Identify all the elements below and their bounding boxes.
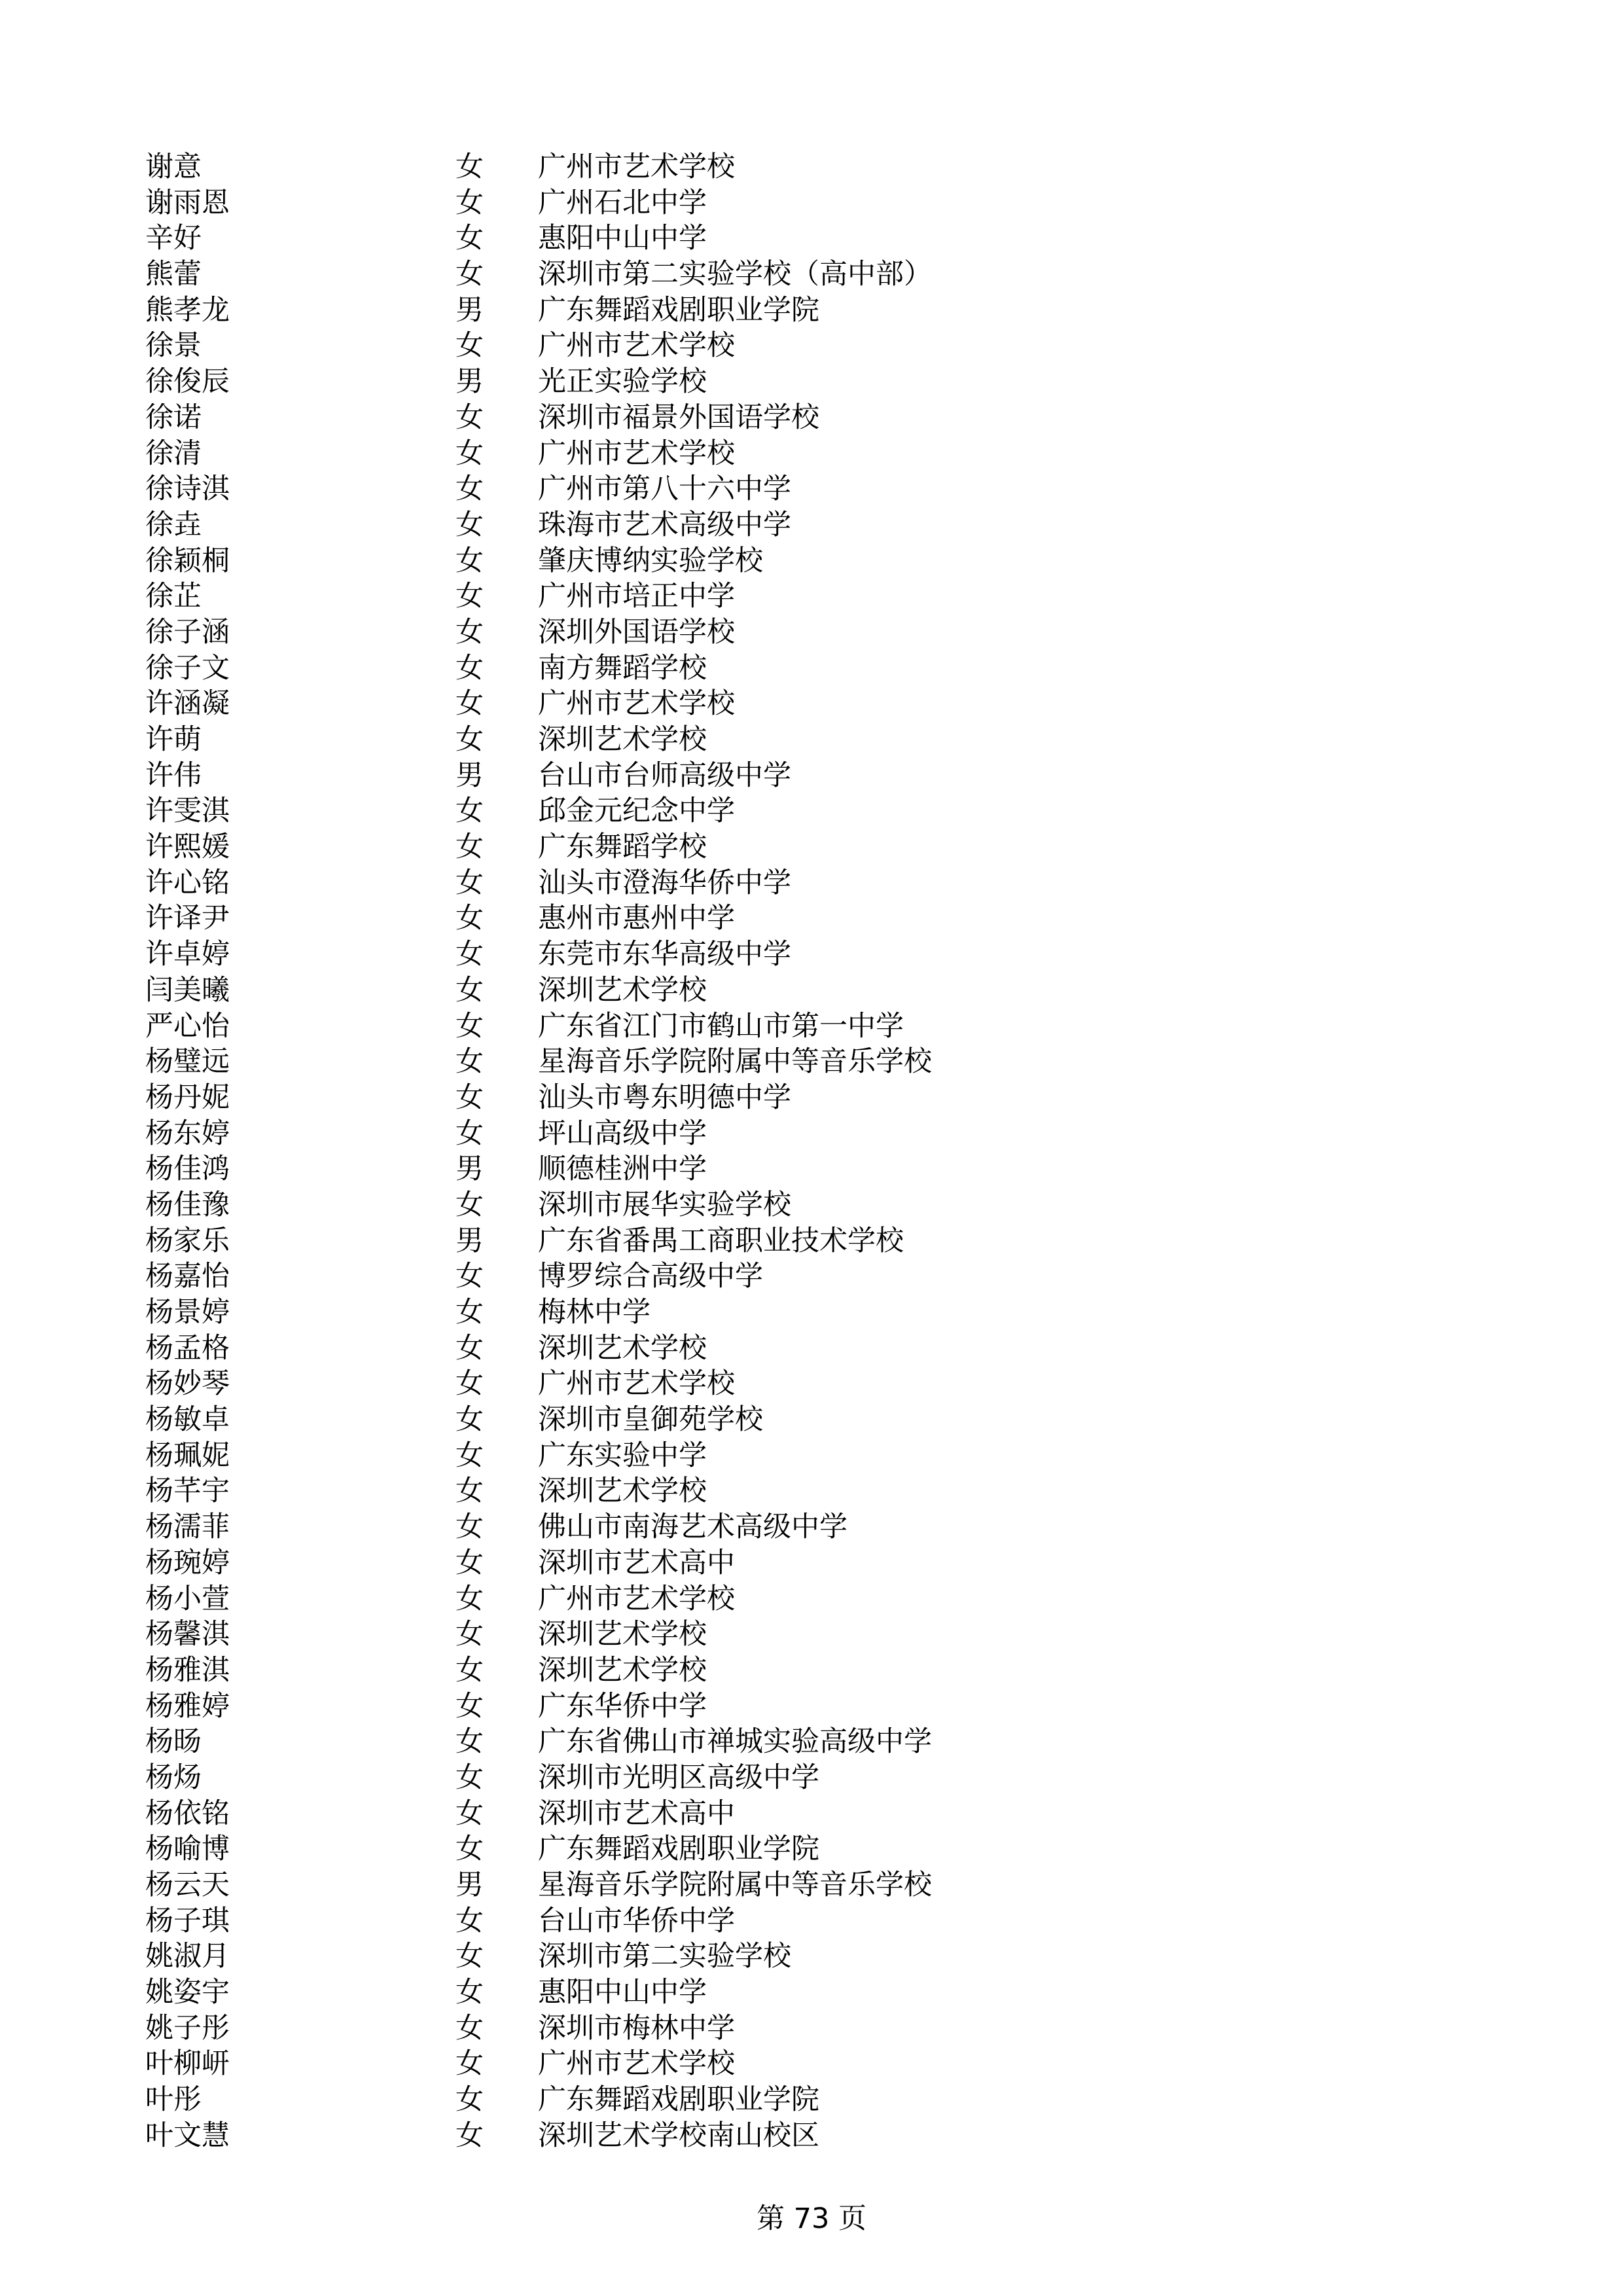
table-row [145, 1402, 1389, 1438]
gender-cell: 女 [455, 1367, 484, 1401]
school-cell: 深圳艺术学校 [538, 973, 707, 1007]
table-row [145, 937, 1389, 973]
school-cell: 广州市艺术学校 [538, 687, 735, 721]
name-cell: 杨佳鸿 [145, 1153, 230, 1186]
table-row [145, 1187, 1389, 1223]
name-cell: 熊孝龙 [145, 293, 230, 327]
school-cell: 南方舞蹈学校 [538, 651, 707, 685]
school-cell: 深圳市展华实验学校 [538, 1188, 791, 1221]
table-row [145, 1796, 1389, 1832]
name-cell: 辛好 [145, 222, 202, 255]
table-row [145, 686, 1389, 722]
school-cell: 广州市艺术学校 [538, 2047, 735, 2081]
table-row [145, 1509, 1389, 1545]
name-cell: 杨雅婷 [145, 1689, 230, 1723]
school-cell: 深圳市第二实验学校 [538, 1940, 791, 1973]
gender-cell: 女 [455, 2047, 484, 2081]
school-cell: 广东实验中学 [538, 1439, 707, 1472]
gender-cell: 男 [455, 1224, 484, 1257]
school-cell: 广东舞蹈学校 [538, 831, 707, 864]
name-cell: 许心铭 [145, 866, 230, 899]
table-row [145, 2046, 1389, 2082]
table-row [145, 1473, 1389, 1509]
gender-cell: 女 [455, 1546, 484, 1579]
table-row [145, 651, 1389, 687]
gender-cell: 女 [455, 258, 484, 291]
gender-cell: 女 [455, 1797, 484, 1830]
school-cell: 深圳市艺术高中 [538, 1546, 735, 1579]
name-cell: 姚淑月 [145, 1940, 230, 1973]
table-row [145, 293, 1389, 329]
name-cell: 徐俊辰 [145, 365, 230, 399]
gender-cell: 女 [455, 1045, 484, 1079]
name-cell: 杨子琪 [145, 1904, 230, 1937]
school-cell: 广州市艺术学校 [538, 437, 735, 470]
table-row [145, 2118, 1389, 2154]
table-row [145, 901, 1389, 937]
name-cell: 熊蕾 [145, 258, 202, 291]
school-cell: 汕头市澄海华侨中学 [538, 866, 791, 899]
gender-cell: 男 [455, 759, 484, 792]
school-cell: 汕头市粤东明德中学 [538, 1081, 791, 1114]
school-cell: 广东省江门市鹤山市第一中学 [538, 1009, 904, 1043]
name-cell: 谢意 [145, 151, 202, 183]
school-cell: 广州石北中学 [538, 186, 707, 219]
name-cell: 杨家乐 [145, 1224, 230, 1257]
gender-cell: 女 [455, 1081, 484, 1114]
table-row [145, 2011, 1389, 2047]
gender-cell: 女 [455, 329, 484, 363]
table-row [145, 471, 1389, 507]
name-cell: 徐芷 [145, 580, 202, 613]
name-cell: 谢雨恩 [145, 186, 230, 219]
name-cell: 徐垚 [145, 508, 202, 541]
school-cell: 广州市培正中学 [538, 580, 735, 613]
name-cell: 杨炀 [145, 1761, 202, 1794]
gender-cell: 女 [455, 651, 484, 685]
gender-cell: 女 [455, 508, 484, 541]
name-cell: 闫美曦 [145, 973, 230, 1007]
table-row [145, 865, 1389, 901]
roster-table [145, 149, 1389, 2154]
gender-cell: 女 [455, 866, 484, 899]
table-row [145, 436, 1389, 472]
gender-cell: 女 [455, 1331, 484, 1365]
school-cell: 广州市艺术学校 [538, 1367, 735, 1401]
page-number: 第 73 页 [756, 2202, 867, 2235]
school-cell: 广州市艺术学校 [538, 1582, 735, 1615]
name-cell: 杨嘉怡 [145, 1260, 230, 1293]
table-row [145, 185, 1389, 221]
gender-cell: 女 [455, 1475, 484, 1508]
school-cell: 深圳市梅林中学 [538, 2011, 735, 2045]
name-cell: 许萌 [145, 723, 202, 756]
school-cell: 博罗综合高级中学 [538, 1260, 763, 1293]
gender-cell: 女 [455, 2119, 484, 2152]
gender-cell: 女 [455, 1976, 484, 2009]
table-row [145, 793, 1389, 829]
table-row [145, 1545, 1389, 1581]
school-cell: 广州市第八十六中学 [538, 473, 791, 506]
gender-cell: 女 [455, 2083, 484, 2117]
name-cell: 许译尹 [145, 902, 230, 935]
gender-cell: 女 [455, 473, 484, 506]
gender-cell: 女 [455, 938, 484, 971]
name-cell: 杨雅淇 [145, 1653, 230, 1687]
name-cell: 叶柳岍 [145, 2047, 230, 2081]
gender-cell: 女 [455, 1689, 484, 1723]
school-cell: 肇庆博纳实验学校 [538, 544, 763, 577]
school-cell: 惠阳中山中学 [538, 1976, 707, 2009]
school-cell: 深圳外国语学校 [538, 615, 735, 649]
name-cell: 杨丹妮 [145, 1081, 230, 1114]
table-row [145, 400, 1389, 436]
name-cell: 许雯淇 [145, 795, 230, 828]
school-cell: 东莞市东华高级中学 [538, 938, 791, 971]
table-row [145, 1259, 1389, 1295]
table-row [145, 722, 1389, 758]
school-cell: 广东舞蹈戏剧职业学院 [538, 1833, 819, 1866]
name-cell: 徐子文 [145, 651, 230, 685]
school-cell: 深圳市光明区高级中学 [538, 1761, 819, 1794]
name-cell: 杨琬婷 [145, 1546, 230, 1579]
name-cell: 叶文慧 [145, 2119, 230, 2152]
gender-cell: 女 [455, 437, 484, 470]
name-cell: 徐诺 [145, 401, 202, 434]
gender-cell: 女 [455, 1618, 484, 1651]
table-row [145, 1223, 1389, 1259]
school-cell: 梅林中学 [538, 1296, 651, 1329]
gender-cell: 女 [455, 973, 484, 1007]
table-row [145, 973, 1389, 1009]
school-cell: 光正实验学校 [538, 365, 707, 399]
name-cell: 许卓婷 [145, 938, 230, 971]
table-row [145, 1939, 1389, 1975]
name-cell: 杨敏卓 [145, 1403, 230, 1437]
school-cell: 佛山市南海艺术高级中学 [538, 1511, 847, 1544]
name-cell: 许涵凝 [145, 687, 230, 721]
school-cell: 深圳艺术学校 [538, 1475, 707, 1508]
table-row [145, 1295, 1389, 1331]
name-cell: 许伟 [145, 759, 202, 792]
name-cell: 徐清 [145, 437, 202, 470]
gender-cell: 女 [455, 1940, 484, 1973]
table-row [145, 1151, 1389, 1187]
school-cell: 深圳艺术学校 [538, 723, 707, 756]
name-cell: 徐景 [145, 329, 202, 363]
table-row [145, 758, 1389, 794]
table-row [145, 1009, 1389, 1045]
school-cell: 广东舞蹈戏剧职业学院 [538, 293, 819, 327]
table-row [145, 543, 1389, 579]
table-row [145, 221, 1389, 257]
school-cell: 惠州市惠州中学 [538, 902, 735, 935]
gender-cell: 女 [455, 1511, 484, 1544]
table-row [145, 829, 1389, 865]
table-row [145, 1724, 1389, 1760]
gender-cell: 女 [455, 687, 484, 721]
name-cell: 徐颖桐 [145, 544, 230, 577]
gender-cell: 女 [455, 1653, 484, 1687]
table-row [145, 1689, 1389, 1725]
table-row [145, 1867, 1389, 1903]
name-cell: 杨妙琴 [145, 1367, 230, 1401]
name-cell: 姚姿宇 [145, 1976, 230, 2009]
gender-cell: 女 [455, 1403, 484, 1437]
gender-cell: 女 [455, 580, 484, 613]
name-cell: 杨佳豫 [145, 1188, 230, 1221]
gender-cell: 女 [455, 1761, 484, 1794]
gender-cell: 女 [455, 1833, 484, 1866]
gender-cell: 女 [455, 1009, 484, 1043]
table-row [145, 1975, 1389, 2011]
school-cell: 坪山高级中学 [538, 1117, 707, 1150]
name-cell: 杨喻博 [145, 1833, 230, 1866]
gender-cell: 女 [455, 222, 484, 255]
name-cell: 姚子彤 [145, 2011, 230, 2045]
table-row [145, 1366, 1389, 1402]
school-cell: 深圳市皇御苑学校 [538, 1403, 763, 1437]
school-cell: 台山市台师高级中学 [538, 759, 791, 792]
gender-cell: 女 [455, 831, 484, 864]
school-cell: 广东华侨中学 [538, 1689, 707, 1723]
table-row [145, 257, 1389, 293]
table-row [145, 1617, 1389, 1653]
school-cell: 惠阳中山中学 [538, 222, 707, 255]
gender-cell: 男 [455, 293, 484, 327]
name-cell: 杨依铭 [145, 1797, 230, 1830]
gender-cell: 女 [455, 1260, 484, 1293]
gender-cell: 女 [455, 1117, 484, 1150]
name-cell: 徐子涵 [145, 615, 230, 649]
gender-cell: 女 [455, 1582, 484, 1615]
table-row [145, 1044, 1389, 1080]
name-cell: 杨东婷 [145, 1117, 230, 1150]
name-cell: 严心怡 [145, 1009, 230, 1043]
name-cell: 杨旸 [145, 1725, 202, 1759]
gender-cell: 女 [455, 723, 484, 756]
name-cell: 许熙媛 [145, 831, 230, 864]
name-cell: 杨珮妮 [145, 1439, 230, 1472]
name-cell: 杨景婷 [145, 1296, 230, 1329]
gender-cell: 女 [455, 1725, 484, 1759]
table-row [145, 1080, 1389, 1116]
name-cell: 杨馨淇 [145, 1618, 230, 1651]
table-row [145, 1581, 1389, 1617]
school-cell: 深圳艺术学校 [538, 1653, 707, 1687]
name-cell: 叶彤 [145, 2083, 202, 2117]
school-cell: 深圳市第二实验学校（高中部） [538, 258, 932, 291]
school-cell: 顺德桂洲中学 [538, 1153, 707, 1186]
gender-cell: 女 [455, 544, 484, 577]
school-cell: 星海音乐学院附属中等音乐学校 [538, 1045, 932, 1079]
school-cell: 广州市艺术学校 [538, 151, 735, 183]
name-cell: 徐诗淇 [145, 473, 230, 506]
table-row [145, 1831, 1389, 1867]
name-cell: 杨芊宇 [145, 1475, 230, 1508]
school-cell: 星海音乐学院附属中等音乐学校 [538, 1869, 932, 1901]
table-row [145, 615, 1389, 651]
school-cell: 广州市艺术学校 [538, 329, 735, 363]
table-row [145, 1653, 1389, 1689]
gender-cell: 男 [455, 1153, 484, 1186]
gender-cell: 女 [455, 401, 484, 434]
gender-cell: 女 [455, 2011, 484, 2045]
name-cell: 杨孟格 [145, 1331, 230, 1365]
table-row [145, 507, 1389, 543]
gender-cell: 女 [455, 1439, 484, 1472]
school-cell: 广东省佛山市禅城实验高级中学 [538, 1725, 932, 1759]
school-cell: 深圳艺术学校 [538, 1618, 707, 1651]
school-cell: 深圳艺术学校 [538, 1331, 707, 1365]
table-row [145, 364, 1389, 400]
gender-cell: 女 [455, 1188, 484, 1221]
table-row [145, 328, 1389, 364]
gender-cell: 男 [455, 1869, 484, 1901]
school-cell: 深圳市艺术高中 [538, 1797, 735, 1830]
table-row [145, 149, 1389, 185]
table-row [145, 2082, 1389, 2118]
table-row [145, 1760, 1389, 1796]
gender-cell: 男 [455, 365, 484, 399]
gender-cell: 女 [455, 151, 484, 183]
school-cell: 广东省番禺工商职业技术学校 [538, 1224, 904, 1257]
name-cell: 杨濡菲 [145, 1511, 230, 1544]
name-cell: 杨璧远 [145, 1045, 230, 1079]
table-row [145, 579, 1389, 615]
school-cell: 珠海市艺术高级中学 [538, 508, 791, 541]
school-cell: 广东舞蹈戏剧职业学院 [538, 2083, 819, 2117]
table-row [145, 1438, 1389, 1474]
gender-cell: 女 [455, 615, 484, 649]
gender-cell: 女 [455, 795, 484, 828]
gender-cell: 女 [455, 186, 484, 219]
table-row [145, 1116, 1389, 1152]
school-cell: 深圳艺术学校南山校区 [538, 2119, 819, 2152]
table-row [145, 1331, 1389, 1367]
name-cell: 杨小萱 [145, 1582, 230, 1615]
table-row [145, 1903, 1389, 1939]
gender-cell: 女 [455, 1904, 484, 1937]
school-cell: 台山市华侨中学 [538, 1904, 735, 1937]
school-cell: 深圳市福景外国语学校 [538, 401, 819, 434]
gender-cell: 女 [455, 902, 484, 935]
name-cell: 杨云天 [145, 1869, 230, 1901]
gender-cell: 女 [455, 1296, 484, 1329]
school-cell: 邱金元纪念中学 [538, 795, 735, 828]
